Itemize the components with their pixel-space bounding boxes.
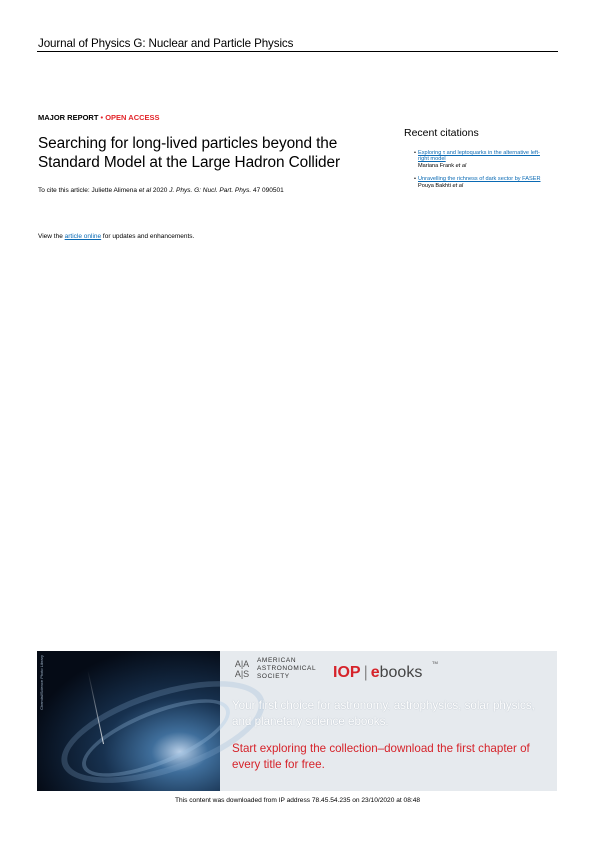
- aas-glyph-icon: A|A A|S: [234, 659, 250, 679]
- logo-divider: |: [363, 664, 368, 681]
- cite-volume: 47 090501: [251, 187, 284, 194]
- citation-author-etal: et al: [455, 162, 467, 169]
- citation-author: [418, 183, 550, 189]
- trademark: TM: [432, 660, 438, 665]
- citation-item: [414, 150, 550, 169]
- citation-line: [38, 187, 284, 194]
- ebooks-e: e: [370, 664, 380, 681]
- aas-name: AMERICAN ASTRONOMICAL SOCIETY: [257, 657, 317, 680]
- citation-author-etal: et al: [452, 182, 464, 189]
- citation-link[interactable]: Exploring τ and leptoquarks in the alternative left-right model: [418, 150, 540, 163]
- view-online-line: [38, 233, 194, 240]
- bullet-icon: •: [414, 176, 416, 183]
- citation-author: [418, 163, 550, 169]
- citation-link[interactable]: Unravelling the richness of dark sector by FASER: [418, 176, 541, 183]
- iop-text: IOP: [333, 664, 361, 681]
- banner-tagline: Your first choice for astronomy, astrophysics, solar physics, and planetary science ebooks.: [232, 699, 535, 728]
- journal-name: Journal of Physics G: Nuclear and Particle Physics: [38, 37, 294, 50]
- image-credit: Chemist/Science Photo Library: [39, 655, 44, 710]
- aas-logo: [233, 657, 316, 681]
- ebooks-ad-banner[interactable]: [37, 651, 557, 791]
- report-type: MAJOR REPORT: [38, 113, 99, 122]
- cite-prefix: To cite this article:: [38, 187, 92, 194]
- ebooks-rest: books: [379, 664, 423, 681]
- cite-authors: Juliette Alimena: [91, 187, 139, 194]
- cite-etal: et al: [138, 187, 152, 194]
- tag-separator: •: [98, 113, 106, 122]
- header-divider: [37, 51, 558, 52]
- banner-cta[interactable]: Start exploring the collection–download the first chapter of every title for free.: [232, 742, 530, 771]
- article-online-link[interactable]: article online: [64, 233, 102, 240]
- citation-author-name: Pouya Bakhti: [418, 182, 453, 189]
- citation-author-name: Mariana Frank: [418, 162, 456, 169]
- download-footer: This content was downloaded from IP address 78.45.54.235 on 23/10/2020 at 08:48: [174, 797, 421, 804]
- report-tag: [38, 113, 160, 122]
- view-prefix: View the: [38, 233, 65, 240]
- bullet-icon: •: [414, 150, 416, 156]
- cite-journal: J. Phys. G: Nucl. Part. Phys.: [169, 187, 252, 194]
- iop-ebooks-logo: [333, 664, 422, 682]
- recent-citations-heading: Recent citations: [404, 127, 479, 139]
- view-suffix: for updates and enhancements.: [101, 233, 195, 240]
- cite-year: 2020: [151, 187, 170, 194]
- citation-item: [414, 176, 550, 189]
- open-access-badge: OPEN ACCESS: [105, 113, 160, 122]
- article-title: Searching for long-lived particles beyond the Standard Model at the Large Hadron Collider: [38, 135, 340, 171]
- ebooks-text: [371, 664, 423, 681]
- galaxy-image: [37, 651, 220, 791]
- recent-citations-list: [414, 150, 550, 196]
